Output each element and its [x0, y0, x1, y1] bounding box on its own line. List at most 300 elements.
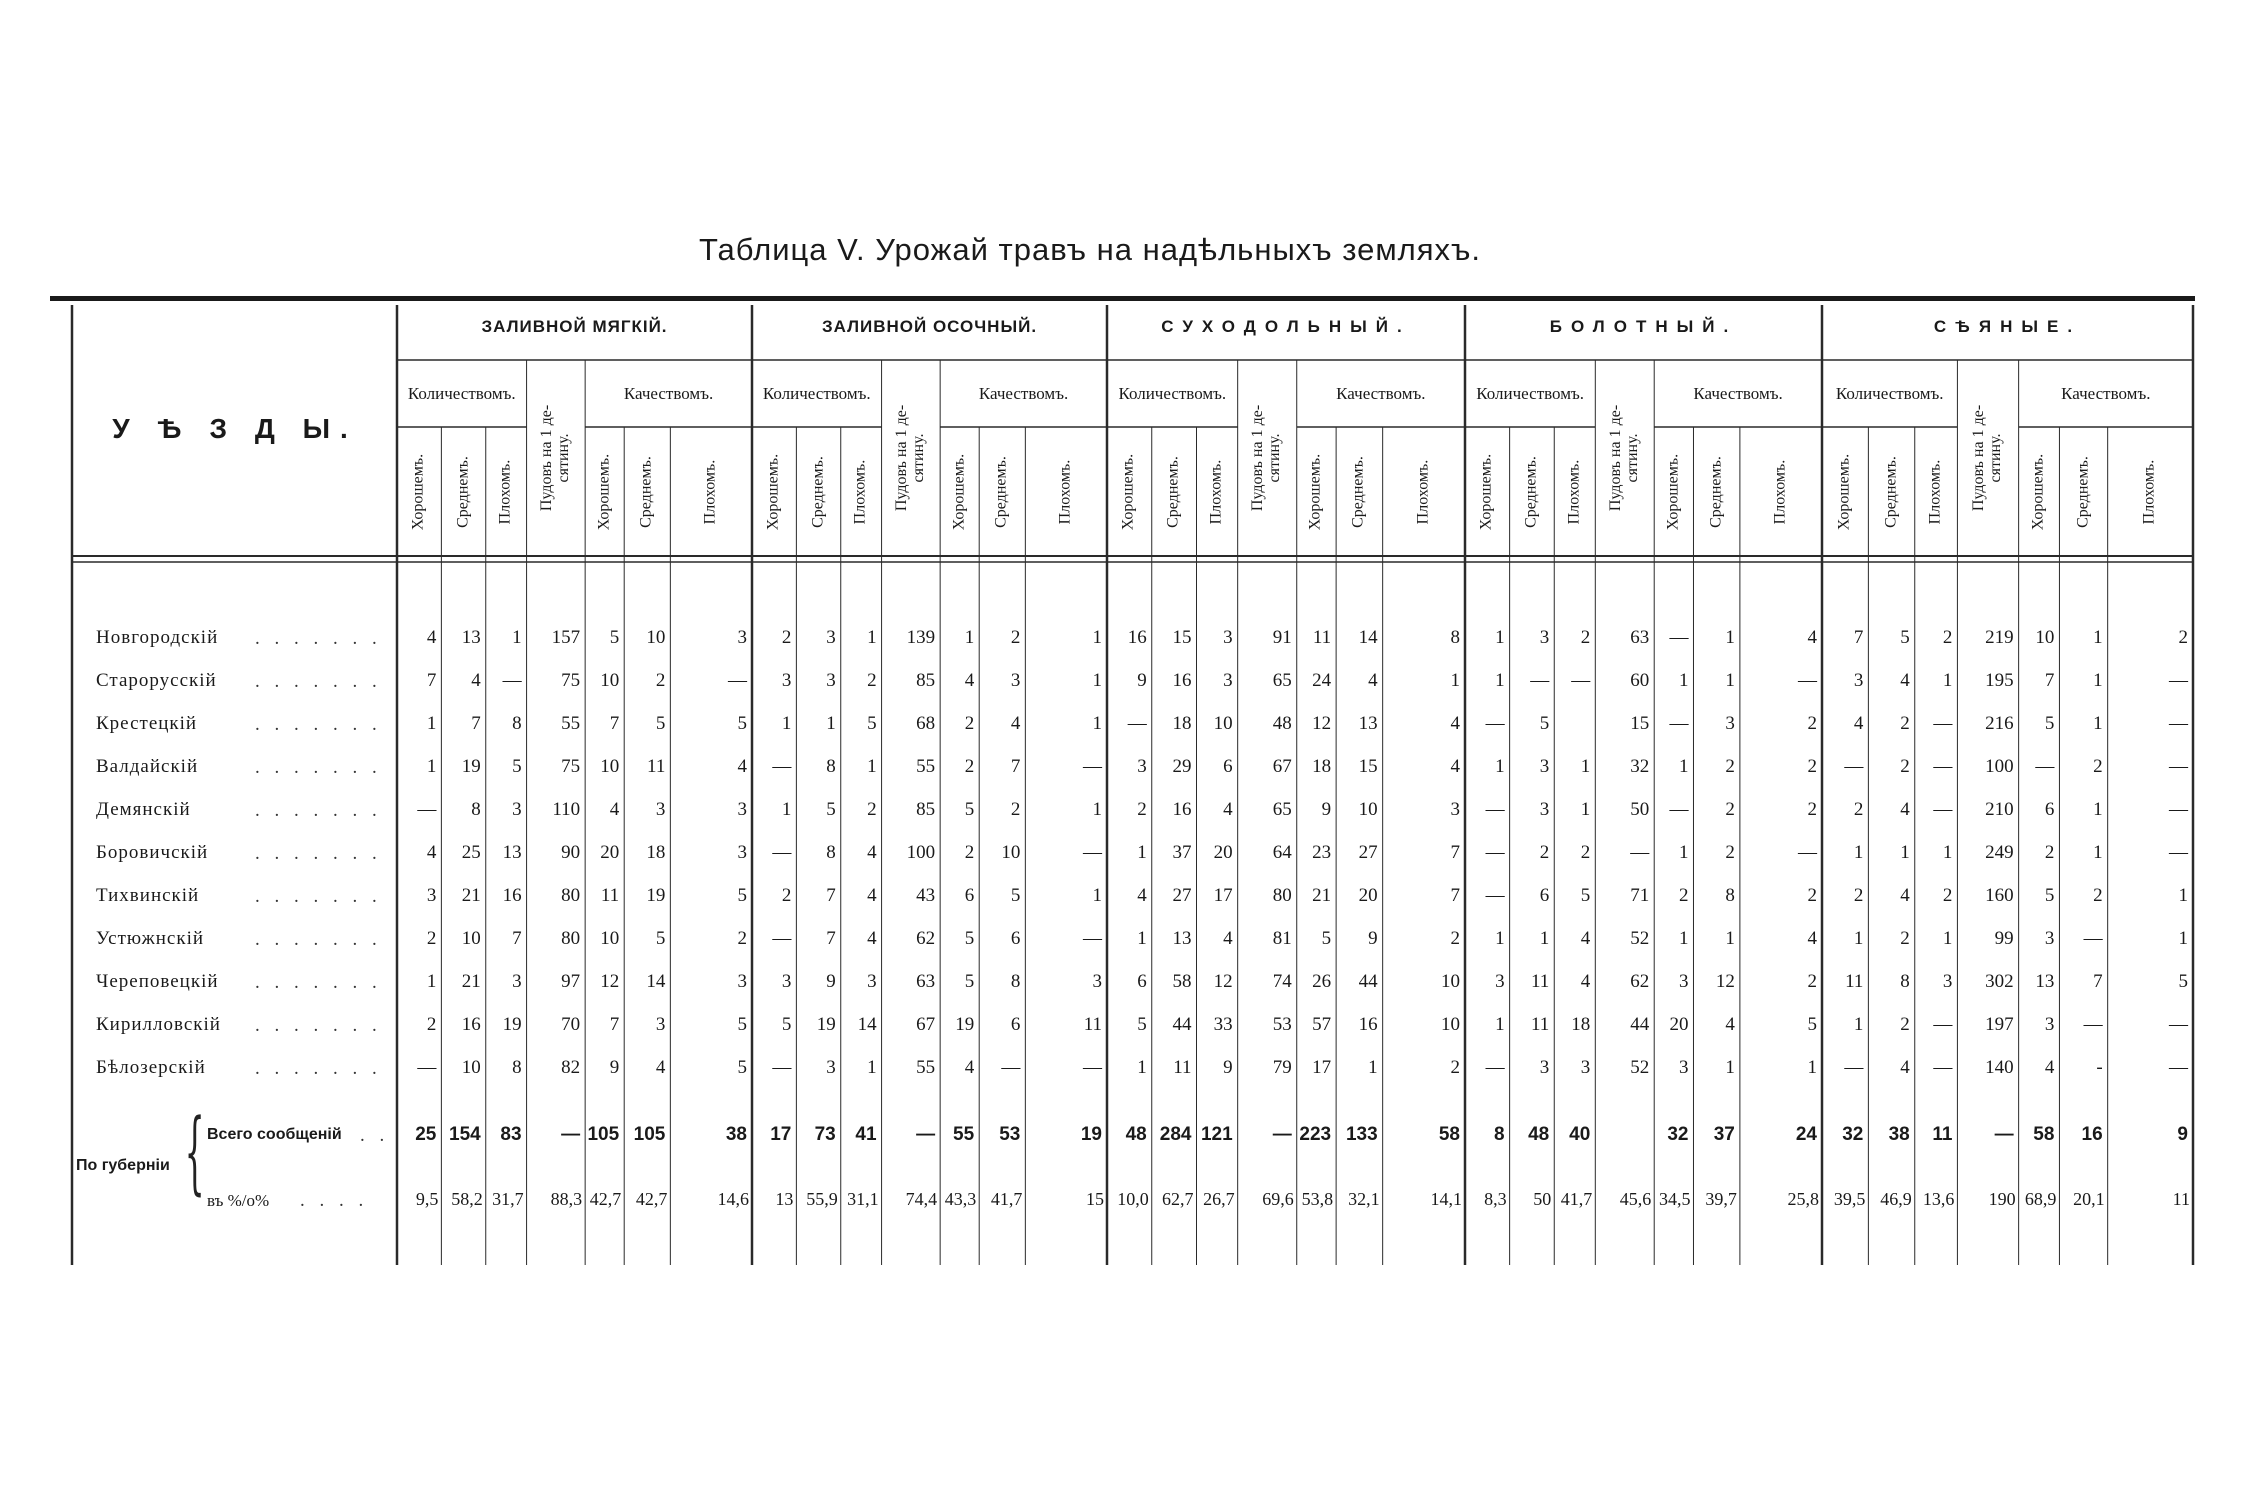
table-cell: 6	[964, 885, 975, 906]
table-cell: 1	[964, 627, 975, 648]
table-cell: 19	[646, 885, 666, 906]
table-cell: 13	[461, 627, 481, 648]
column-header: Хорошемъ.	[1835, 453, 1853, 530]
leader-dots: . . . . . . .	[255, 714, 382, 735]
table-cell: 13	[1358, 713, 1378, 734]
table-cell: 2	[1580, 627, 1591, 648]
percent-cell: 69,6	[1262, 1189, 1294, 1209]
table-cell: 4	[1900, 885, 1910, 906]
leader-dots: . . . . . . .	[255, 843, 382, 864]
table-cell: 5	[655, 928, 666, 949]
percent-cell: 32,1	[1348, 1189, 1380, 1209]
table-cell: 15	[1630, 713, 1650, 734]
table-cell: 1	[1092, 885, 1102, 906]
table-cell: —	[1669, 799, 1689, 820]
table-cell: 3	[826, 670, 836, 691]
table-cell: 16	[1172, 670, 1192, 691]
table-cell: 7	[512, 928, 522, 949]
table-cell: 2	[1539, 842, 1550, 863]
table-cell: 110	[552, 799, 581, 820]
table-cell: —	[1001, 1057, 1021, 1078]
table-cell: 3	[1223, 627, 1233, 648]
table-cell: 1	[1092, 627, 1102, 648]
column-header: Плохомъ.	[1414, 459, 1432, 524]
group-title: БОЛОТНЫЙ.	[1549, 317, 1738, 336]
table-cell: 8	[1450, 627, 1460, 648]
table-cell: 2	[655, 670, 666, 691]
table-cell: 23	[1312, 842, 1332, 863]
column-header: Среднемъ.	[1882, 455, 1900, 528]
column-header: Хорошемъ.	[2029, 453, 2047, 530]
table-cell: 58	[1172, 971, 1192, 992]
table-cell: 44	[1172, 1014, 1192, 1035]
table-cell: —	[2035, 756, 2055, 777]
table-cell: 1	[1900, 842, 1910, 863]
table-cell: 4	[426, 627, 437, 648]
table-cell: 2	[867, 799, 877, 820]
table-cell: 3	[1539, 1057, 1550, 1078]
percent-cell: 20,1	[2073, 1189, 2105, 1209]
table-cell: 1	[1495, 627, 1505, 648]
total-cell: 284	[1159, 1124, 1192, 1145]
table-cell: 9	[609, 1057, 620, 1078]
table-cell: 1	[1678, 670, 1689, 691]
table-cell: 27	[1172, 885, 1192, 906]
table-cell: 9	[1137, 670, 1147, 691]
table-cell: 10	[461, 928, 481, 949]
table-cell: 2	[1807, 799, 1817, 820]
table-cell: 9	[1321, 799, 1332, 820]
table-cell: 1	[1725, 928, 1735, 949]
table-cell: —	[1485, 799, 1505, 820]
table-cell: 19	[461, 756, 481, 777]
table-cell: —	[1797, 842, 1817, 863]
percent-cell: 53,8	[1301, 1189, 1334, 1209]
table-cell: —	[1082, 756, 1102, 777]
column-header: Среднемъ.	[1522, 455, 1540, 528]
percent-cell: 15	[1085, 1189, 1104, 1209]
table-cell: 4	[1807, 928, 1817, 949]
table-cell: 1	[1495, 756, 1505, 777]
table-cell: 1	[781, 799, 792, 820]
table-cell: 1	[867, 756, 877, 777]
percent-cell: 25,8	[1787, 1189, 1819, 1209]
table-cell: 1	[1725, 1057, 1735, 1078]
column-header: Плохомъ.	[1056, 459, 1074, 524]
total-cell: 38	[1888, 1124, 1910, 1145]
table-cell: 3	[655, 1014, 666, 1035]
table-cell: 140	[1985, 1057, 2014, 1078]
table-cell: 43	[916, 885, 936, 906]
table-cell: 4	[1450, 713, 1460, 734]
table-cell: 1	[1580, 756, 1591, 777]
total-cell: 11	[1932, 1124, 1953, 1145]
leader-dots: . . . . . . .	[255, 757, 382, 778]
table-cell: 2	[781, 885, 792, 906]
table-cell: 21	[461, 885, 481, 906]
table-cell: 5	[964, 971, 975, 992]
total-cell: 25	[415, 1124, 437, 1145]
table-cell: 20	[1358, 885, 1378, 906]
table-cell: 5	[826, 799, 836, 820]
total-cell: 83	[500, 1124, 522, 1145]
total-cell: 154	[449, 1124, 481, 1145]
total-cell: 121	[1200, 1124, 1233, 1145]
table-cell: 3	[1580, 1057, 1591, 1078]
table-cell: 6	[1223, 756, 1233, 777]
table-cell: 16	[1172, 799, 1192, 820]
column-header: Хорошемъ.	[595, 453, 613, 530]
column-header: Плохомъ.	[1565, 459, 1583, 524]
percent-cell: 43,3	[944, 1189, 977, 1209]
table-cell: 4	[1223, 928, 1233, 949]
total-cell: 58	[1438, 1124, 1460, 1145]
table-cell: 3	[655, 799, 666, 820]
table-cell: —	[1844, 1057, 1864, 1078]
table-cell: 1	[2178, 885, 2188, 906]
table-cell: 2	[867, 670, 877, 691]
percent-cell: 13	[775, 1189, 794, 1209]
district-name: Демянскій	[96, 799, 191, 820]
table-cell: 71	[1630, 885, 1650, 906]
table-cell: 2	[1900, 756, 1910, 777]
quantity-label: Количествомъ.	[1118, 384, 1227, 403]
table-cell: 2	[426, 1014, 437, 1035]
table-cell: 1	[426, 713, 437, 734]
district-name: Боровичскій	[96, 842, 209, 863]
table-cell: 18	[646, 842, 666, 863]
table-cell: 5	[1137, 1014, 1147, 1035]
table-cell: 3	[2044, 928, 2055, 949]
table-cell: 11	[1530, 1014, 1550, 1035]
table-cell: 5	[2044, 885, 2055, 906]
leader-dots: . . . . . . .	[255, 886, 382, 907]
table-cell: 4	[1900, 670, 1910, 691]
column-header: Хорошемъ.	[1119, 453, 1137, 530]
table-cell: 7	[1010, 756, 1021, 777]
table-cell: 60	[1630, 670, 1650, 691]
table-cell: 4	[471, 670, 481, 691]
table-cell: 216	[1985, 713, 2014, 734]
table-cell: 5	[964, 799, 975, 820]
column-header: Среднемъ.	[637, 455, 655, 528]
table-cell: 2	[1942, 885, 1953, 906]
percent-cell: 9,5	[415, 1189, 439, 1209]
leader-dots: . . . . . . .	[255, 1058, 382, 1079]
table-cell: 11	[600, 885, 620, 906]
group-title: ЗАЛИВНОЙ ОСОЧНЫЙ.	[821, 317, 1038, 336]
table-cell: 2	[1853, 799, 1864, 820]
total-cell: 105	[587, 1124, 620, 1145]
total-label: Всего сообщеній	[207, 1126, 342, 1143]
table-cell: 2	[1678, 885, 1689, 906]
table-cell: 3	[1137, 756, 1147, 777]
puds-header: Пудовъ на 1 де- сятину.	[893, 404, 927, 512]
table-cell: 55	[561, 713, 581, 734]
table-cell: 8	[1010, 971, 1021, 992]
table-cell: 3	[1678, 1057, 1689, 1078]
table-cell: 6	[1539, 885, 1550, 906]
table-cell: 1	[1137, 928, 1147, 949]
column-header: Среднемъ.	[2074, 455, 2092, 528]
table-cell: 85	[916, 670, 936, 691]
table-cell: 15	[1172, 627, 1192, 648]
table-cell: 4	[1137, 885, 1147, 906]
column-header: Среднемъ.	[1164, 455, 1182, 528]
table-cell: 1	[2093, 670, 2103, 691]
table-cell: 7	[426, 670, 437, 691]
table-cell: 2	[2178, 627, 2188, 648]
table-cell: 7	[1450, 842, 1460, 863]
table-cell: 2	[1900, 928, 1910, 949]
percent-cell: 41,7	[990, 1189, 1023, 1209]
table-cell: —	[1933, 1014, 1953, 1035]
table-cell: 10	[1001, 842, 1021, 863]
percent-cell: 34,5	[1658, 1189, 1691, 1209]
table-cell: —	[417, 1057, 437, 1078]
table-cell: —	[1082, 842, 1102, 863]
district-name: Валдайскій	[96, 756, 199, 777]
table-cell: 80	[561, 928, 581, 949]
table-cell: 1	[2093, 799, 2103, 820]
table-cell: 2	[1137, 799, 1147, 820]
puds-header: Пудовъ на 1 де- сятину.	[1970, 404, 2005, 512]
table-cell: 10	[1440, 1014, 1460, 1035]
table-cell: 4	[1580, 928, 1591, 949]
table-cell: 3	[512, 971, 522, 992]
table-cell: 5	[737, 1057, 747, 1078]
brace-icon: {	[184, 1100, 205, 1205]
percent-cell: 50	[1533, 1189, 1552, 1209]
table-cell: 29	[1172, 756, 1192, 777]
table-cell: 1	[1853, 842, 1864, 863]
table-cell: 10	[461, 1057, 481, 1078]
total-cell: 16	[2081, 1124, 2103, 1145]
table-cell: 17	[1312, 1057, 1332, 1078]
table-cell: 2	[781, 627, 792, 648]
table-cell: 1	[1853, 1014, 1864, 1035]
table-cell: —	[2168, 842, 2188, 863]
leader-dots: . . . . . . .	[255, 800, 382, 821]
table-cell: 2	[737, 928, 747, 949]
table-cell: —	[1933, 1057, 1953, 1078]
table-cell: —	[2083, 928, 2103, 949]
percent-cell: 39,7	[1705, 1189, 1737, 1209]
table-cell: 3	[737, 842, 747, 863]
group-title: ЗАЛИВНОЙ МЯГКІЙ.	[481, 317, 668, 336]
table-cell: 63	[916, 971, 936, 992]
table-cell: 10	[600, 756, 620, 777]
percent-cell: 14,1	[1430, 1189, 1462, 1209]
table-cell: 1	[867, 1057, 877, 1078]
table-cell: 13	[2035, 971, 2055, 992]
table-cell: 2	[2093, 756, 2103, 777]
table-cell: 3	[1223, 670, 1233, 691]
table-cell: 2	[964, 713, 975, 734]
puds-header: Пудовъ на 1 де- сятину.	[1249, 404, 1284, 512]
table-cell: 2	[1807, 713, 1817, 734]
table-cell: 3	[426, 885, 437, 906]
table-cell: 11	[647, 756, 666, 777]
table-cell: 52	[1630, 928, 1650, 949]
table-cell: 3	[1853, 670, 1864, 691]
table-title: Таблица V. Урожай травъ на надѣльныхъ земляхъ.	[699, 232, 1481, 267]
table-cell: 2	[426, 928, 437, 949]
table-cell: 219	[1985, 627, 2014, 648]
table-cell: 3	[1539, 627, 1550, 648]
table-cell: 7	[2044, 670, 2055, 691]
table-cell: 6	[2044, 799, 2055, 820]
column-header: Хорошемъ.	[764, 453, 782, 530]
table-cell: 3	[1725, 713, 1735, 734]
table-cell: 44	[1358, 971, 1378, 992]
table-cell: 1	[1725, 670, 1735, 691]
table-cell: 1	[1678, 842, 1689, 863]
table-cell: 48	[1272, 713, 1292, 734]
table-cell: 3	[512, 799, 522, 820]
table-cell: 3	[826, 627, 836, 648]
table-cell: 1	[2093, 713, 2103, 734]
table-cell: 18	[1172, 713, 1192, 734]
table-cell: 82	[561, 1057, 581, 1078]
district-name: Череповецкій	[96, 971, 219, 992]
table-cell: 5	[867, 713, 877, 734]
table-cell: 50	[1630, 799, 1650, 820]
table-cell: 2	[1580, 842, 1591, 863]
percent-cell: 26,7	[1203, 1189, 1235, 1209]
table-cell: 90	[561, 842, 581, 863]
table-cell: —	[2168, 756, 2188, 777]
percent-cell: 8,3	[1484, 1189, 1507, 1209]
table-cell: 91	[1272, 627, 1292, 648]
table-cell: 4	[964, 1057, 975, 1078]
column-header: Плохомъ.	[851, 459, 869, 524]
district-name: Крестецкій	[96, 713, 198, 734]
table-cell: 11	[1083, 1014, 1102, 1035]
column-header: Среднемъ.	[1707, 455, 1725, 528]
table-cell: —	[772, 756, 792, 777]
table-cell: 100	[906, 842, 936, 863]
table-cell: 3	[1539, 799, 1550, 820]
total-cell: 17	[770, 1124, 792, 1145]
table-cell: —	[772, 1057, 792, 1078]
table-cell: —	[417, 799, 437, 820]
table-cell: —	[1485, 713, 1505, 734]
leader-dots: . . . . . . .	[255, 929, 382, 950]
table-cell: 20	[600, 842, 620, 863]
table-cell: 5	[2178, 971, 2188, 992]
table-cell: 1	[826, 713, 836, 734]
table-cell: 8	[1900, 971, 1910, 992]
table-cell: 3	[1092, 971, 1102, 992]
table-cell: 19	[955, 1014, 975, 1035]
column-header: Плохомъ.	[1207, 459, 1225, 524]
total-cell: 8	[1494, 1124, 1505, 1145]
table-cell: 6	[1137, 971, 1147, 992]
percent-cell: 42,7	[635, 1189, 668, 1209]
table-cell: —	[2168, 1014, 2188, 1035]
table-cell: 10	[1440, 971, 1460, 992]
table-cell: 100	[1985, 756, 2014, 777]
table-cell: 6	[1010, 928, 1021, 949]
table-cell: 4	[1010, 713, 1021, 734]
percent-cell: 14,6	[717, 1189, 749, 1209]
table-cell: 210	[1985, 799, 2014, 820]
total-cell: 48	[1125, 1124, 1147, 1145]
table-cell: 62	[1630, 971, 1650, 992]
total-cell: 38	[725, 1124, 747, 1145]
table-cell: 85	[916, 799, 936, 820]
table-cell: 13	[1172, 928, 1192, 949]
table-cell: 3	[1495, 971, 1505, 992]
table-cell: 3	[737, 799, 747, 820]
total-cell: —	[916, 1124, 936, 1145]
table-cell: 21	[461, 971, 481, 992]
table-cell: 1	[1942, 670, 1953, 691]
table-cell: 9	[1368, 928, 1378, 949]
table-cell: 10	[2035, 627, 2055, 648]
total-cell: —	[1994, 1124, 2014, 1145]
district-name: Новгородскій	[96, 627, 219, 648]
table-cell: 1	[781, 713, 792, 734]
table-cell: 1	[426, 971, 437, 992]
quality-label: Качествомъ.	[978, 384, 1069, 403]
puds-header: Пудовъ на 1 де- сятину.	[1606, 404, 1641, 512]
table-cell: 4	[867, 842, 877, 863]
table-cell: 5	[1539, 713, 1550, 734]
table-cell: 9	[826, 971, 836, 992]
table-cell: 5	[1900, 627, 1910, 648]
percent-cell: 11	[2172, 1189, 2190, 1209]
table-cell: 3	[1450, 799, 1460, 820]
table-cell: 10	[646, 627, 666, 648]
table-cell: 4	[1900, 1057, 1910, 1078]
table-cell: 1	[1450, 670, 1460, 691]
table-cell: 2	[1853, 885, 1864, 906]
table-cell: 16	[461, 1014, 481, 1035]
table-cell: 5	[1321, 928, 1332, 949]
total-cell: 223	[1299, 1124, 1332, 1145]
table-cell: 5	[2044, 713, 2055, 734]
table-cell: —	[502, 670, 522, 691]
total-cell: 19	[1080, 1124, 1102, 1145]
column-header: Среднемъ.	[1349, 455, 1367, 528]
table-cell: 1	[1539, 928, 1550, 949]
total-cell: 32	[1842, 1124, 1864, 1145]
table-cell: 2	[964, 756, 975, 777]
table-cell: —	[1933, 756, 1953, 777]
table-cell: 2	[1725, 756, 1735, 777]
table-cell: 53	[1272, 1014, 1292, 1035]
table-cell: 4	[867, 928, 877, 949]
table-cell: 1	[1678, 928, 1689, 949]
table-cell: 5	[737, 885, 747, 906]
leader-dots: . . . . . . .	[255, 628, 382, 649]
group-title: СѢЯНЫЕ.	[1933, 317, 2082, 336]
table-cell: 2	[1942, 627, 1953, 648]
table-cell: 55	[916, 756, 936, 777]
table-cell: 3	[1678, 971, 1689, 992]
table-cell: 68	[916, 713, 936, 734]
leader-dots: . . . .	[300, 1190, 369, 1211]
total-cell: 53	[999, 1124, 1021, 1145]
table-cell: 4	[655, 1057, 666, 1078]
percent-cell: 45,6	[1619, 1189, 1652, 1209]
table-cell: 3	[2044, 1014, 2055, 1035]
column-header: Плохомъ.	[701, 459, 719, 524]
column-header: Среднемъ.	[992, 455, 1010, 528]
table-cell: 80	[561, 885, 581, 906]
